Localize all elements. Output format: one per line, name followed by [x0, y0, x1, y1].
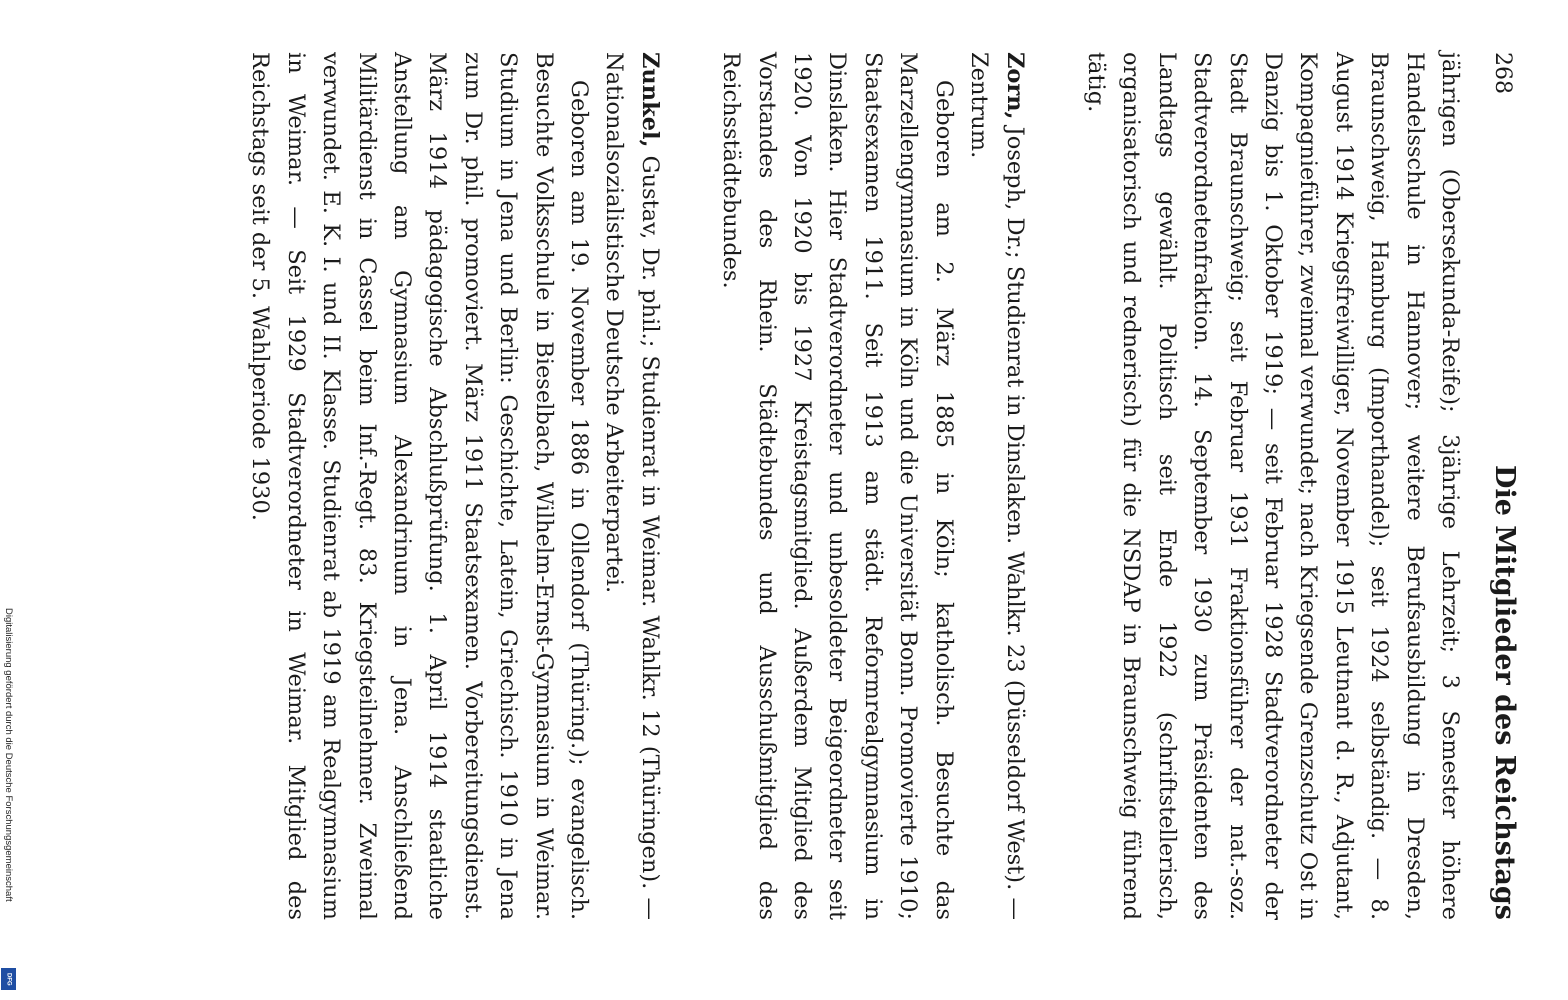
entry-heading-text: Joseph, Dr.; Studienrat in Dinslaken. Wahlkr. 23 (Düsseldorf West). — Zentrum.	[966, 52, 1028, 920]
entry-heading-text: Gustav, Dr. phil.; Studienrat in Weimar. Wahlkr. 12 (Thüringen). — Nationalsozialistische Deutsche Arbeiterpartei.	[601, 52, 663, 920]
scanned-page	[55, 0, 1568, 1000]
entry-heading	[961, 52, 1032, 920]
biography-entry-zunkel	[242, 52, 667, 920]
continuation-paragraph: jährigen (Obersekunda-Reife); 3jährige Lehrzeit; 3 Semester höhere Handelsschule in Hannover; weitere Berufsausbildung in Dresden, Braunschweig, Hamburg (Importhandel); seit 1924 selbständig. — 8. August 1914 Kriegsfreiwilliger, November 1915 Leutnant d. R., Adjutant, Kompagnieführer, zweimal verwundet; nach Kriegsende Grenzschutz Ost in Danzig bis 1. Oktober 1919; — seit Februar 1928 Stadtverordneter der Stadt Braunschweig; seit Februar 1931 Fraktionsführer der nat.-soz. Stadtverordnetenfraktion. 14. September 1930 zum Präsidenten des Landtags gewählt. Politisch seit Ende 1922 (schriftstellerisch, organisatorisch und rednerisch) für die NSDAP in Braunschweig führend tätig.	[1082, 52, 1463, 920]
biography-entry-zorn	[713, 52, 1032, 920]
page-header	[1489, 52, 1520, 920]
attribution-text: Digitalisierung gefördert durch die Deutsche Forschungsgemeinschaft	[3, 608, 14, 902]
entry-body: Geboren am 2. März 1885 in Köln; katholisch. Besuchte das Marzellengymnasium in Köln und die Universität Bonn. Promovierte 1910; Staatsexamen 1911. Seit 1913 am städt. Reformrealgymnasium in Dinslaken. Hier Stadtverordneter und unbesoldeter Beigeordneter seit 1920. Von 1920 bis 1927 Kreistagsmitglied. Außerdem Mitglied des Vorstandes des Rhein. Städtebundes und Ausschußmitglied des Reichsstädtebundes.	[718, 52, 957, 920]
entry-heading	[596, 52, 667, 920]
page-number: 268	[1490, 52, 1515, 94]
entry-name: Zunkel,	[636, 52, 663, 148]
running-title: Die Mitglieder des Reichstags	[1489, 465, 1520, 920]
dfg-logo: DFG	[1, 968, 16, 990]
entry-name: Zorn,	[1001, 52, 1028, 120]
entry-body: Geboren am 19. November 1886 in Ollendorf (Thüring.); evangelisch. Besuchte Volksschule in Bieselbach, Wilhelm-Ernst-Gymnasium in Weimar. Studium in Jena und Berlin: Geschichte, Latein, Griechisch. 1910 in Jena zum Dr. phil. promoviert. März 1911 Staatsexamen. Vorbereitungsdienst. März 1914 pädagogische Abschlußprüfung. 1. April 1914 staatliche Anstellung am Gymnasium Alexandrinum in Jena. Anschließend Militärdienst in Cassel beim Inf.-Regt. 83. Kriegsteilnehmer. Zweimal verwundet. E. K. I. und II. Klasse. Studienrat ab 1919 am Realgymnasium in Weimar. — Seit 1929 Stadtverordneter in Weimar. Mitglied des Reichstags seit der 5. Wahlperiode 1930.	[247, 52, 593, 920]
attribution-strip	[0, 600, 18, 1000]
